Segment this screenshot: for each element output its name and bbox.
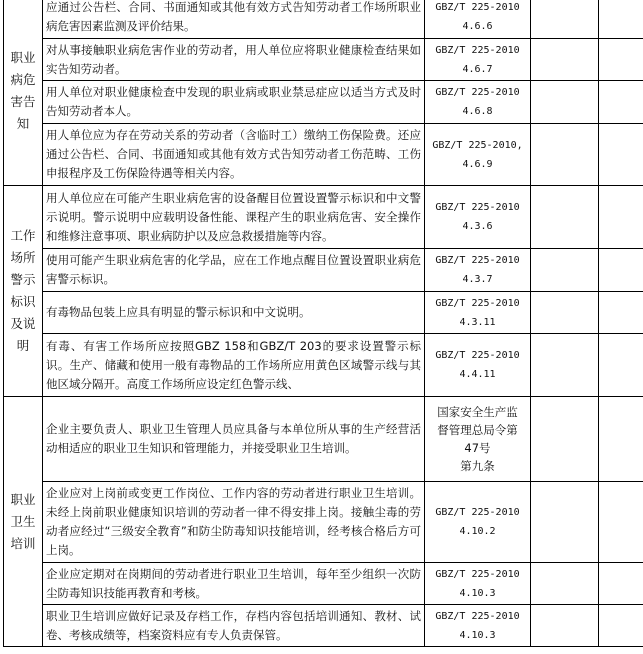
basis-cell: GBZ/T 225-2010 4.10.3 bbox=[425, 605, 531, 647]
empty-cell bbox=[599, 292, 643, 334]
empty-cell bbox=[531, 334, 599, 397]
empty-cell bbox=[531, 186, 599, 249]
empty-cell bbox=[599, 0, 643, 39]
basis-cell: 国家安全生产监 督管理总局令第 47号 第九条 bbox=[425, 397, 531, 482]
basis-cell: GBZ/T 225-2010 4.3.6 bbox=[425, 186, 531, 249]
empty-cell bbox=[599, 39, 643, 81]
table-row bbox=[4, 186, 643, 249]
category-cell: 职业 病危 害告 知 bbox=[4, 0, 43, 186]
basis-cell: GBZ/T 225-2010 4.10.3 bbox=[425, 563, 531, 605]
category-cell: 工作 场所 警示 标识 及说 明 bbox=[4, 186, 43, 397]
requirement-cell: 用人单位应为存在劳动关系的劳动者（含临时工）缴纳工伤保险费。还应通过公告栏、合同、书面通知或其他有效方式告知劳动者工伤范畴、工伤申报程序及工伤保险待遇等相关内容。 bbox=[43, 124, 425, 186]
empty-cell bbox=[599, 482, 643, 563]
empty-cell bbox=[599, 605, 643, 647]
empty-cell bbox=[531, 563, 599, 605]
empty-cell bbox=[599, 186, 643, 249]
basis-cell: GBZ/T 225-2010, 4.6.9 bbox=[425, 124, 531, 186]
requirement-cell: 用人单位应在可能产生职业病危害的设备醒目位置设置警示标识和中文警示说明。警示说明中应载明设备性能、课程产生的职业病危害、安全操作和维修注意事项、职业病防护以及应急救援措施等内容。 bbox=[43, 186, 425, 249]
table-row bbox=[4, 0, 643, 39]
requirement-cell: 有毒物品包装上应具有明显的警示标识和中文说明。 bbox=[43, 292, 425, 334]
basis-cell: GBZ/T 225-2010 4.3.11 bbox=[425, 292, 531, 334]
basis-cell: GBZ/T 225-2010 4.4.11 bbox=[425, 334, 531, 397]
table-row bbox=[4, 482, 643, 563]
empty-cell bbox=[531, 124, 599, 186]
table-row bbox=[4, 563, 643, 605]
table-row bbox=[4, 81, 643, 124]
table-row bbox=[4, 334, 643, 397]
empty-cell bbox=[531, 292, 599, 334]
basis-cell: GBZ/T 225-2010 4.6.8 bbox=[425, 81, 531, 124]
empty-cell bbox=[599, 124, 643, 186]
requirement-cell: 职业卫生培训应做好记录及存档工作，存档内容包括培训通知、教材、试卷、考核成绩等，档案资料应有专人负责保管。 bbox=[43, 605, 425, 647]
requirement-cell: 企业应对上岗前或变更工作岗位、工作内容的劳动者进行职业卫生培训。未经上岗前职业健康知识培训的劳动者一律不得安排上岗。接触尘毒的劳动者应经过“三级安全教育”和防尘防毒知识技能培训，经考核合格后方可上岗。 bbox=[43, 482, 425, 563]
empty-cell bbox=[531, 0, 599, 39]
empty-cell bbox=[531, 81, 599, 124]
table-row bbox=[4, 124, 643, 186]
table-row bbox=[4, 397, 643, 482]
empty-cell bbox=[599, 334, 643, 397]
basis-cell: GBZ/T 225-2010 4.10.2 bbox=[425, 482, 531, 563]
empty-cell bbox=[599, 397, 643, 482]
empty-cell bbox=[531, 482, 599, 563]
table-row bbox=[4, 39, 643, 81]
basis-cell: GBZ/T 225-2010 4.6.7 bbox=[425, 39, 531, 81]
empty-cell bbox=[531, 605, 599, 647]
basis-cell: GBZ/T 225-2010 4.6.6 bbox=[425, 0, 531, 39]
empty-cell bbox=[599, 81, 643, 124]
regulation-table bbox=[3, 0, 643, 647]
table-row bbox=[4, 249, 643, 292]
requirement-cell: 企业应定期对在岗期间的劳动者进行职业卫生培训，每年至少组织一次防尘防毒知识技能再教育和考核。 bbox=[43, 563, 425, 605]
table-row bbox=[4, 292, 643, 334]
category-cell: 职业 卫生 培训 bbox=[4, 397, 43, 647]
empty-cell bbox=[531, 39, 599, 81]
requirement-cell: 企业主要负责人、职业卫生管理人员应具备与本单位所从事的生产经营活动相适应的职业卫生知识和管理能力，并接受职业卫生培训。 bbox=[43, 397, 425, 482]
requirement-cell: 使用可能产生职业病危害的化学品，应在工作地点醒目位置设置职业病危害警示标识。 bbox=[43, 249, 425, 292]
requirement-cell: 用人单位对职业健康检查中发现的职业病或职业禁忌症应以适当方式及时告知劳动者本人。 bbox=[43, 81, 425, 124]
empty-cell bbox=[531, 249, 599, 292]
empty-cell bbox=[599, 249, 643, 292]
requirement-cell: 有毒、有害工作场所应按照GBZ 158和GBZ/T 203的要求设置警示标识。生产、储藏和使用一般有毒物品的工作场所应用黄色区域警示线与其他区域分隔开。高度工作场所应设定红色警示线、 bbox=[43, 334, 425, 397]
basis-cell: GBZ/T 225-2010 4.3.7 bbox=[425, 249, 531, 292]
empty-cell bbox=[599, 563, 643, 605]
requirement-cell: 对从事接触职业病危害作业的劳动者，用人单位应将职业健康检查结果如实告知劳动者。 bbox=[43, 39, 425, 81]
table-row bbox=[4, 605, 643, 647]
empty-cell bbox=[531, 397, 599, 482]
requirement-cell: 应通过公告栏、合同、书面通知或其他有效方式告知劳动者工作场所职业病危害因素监测及评价结果。 bbox=[43, 0, 425, 39]
